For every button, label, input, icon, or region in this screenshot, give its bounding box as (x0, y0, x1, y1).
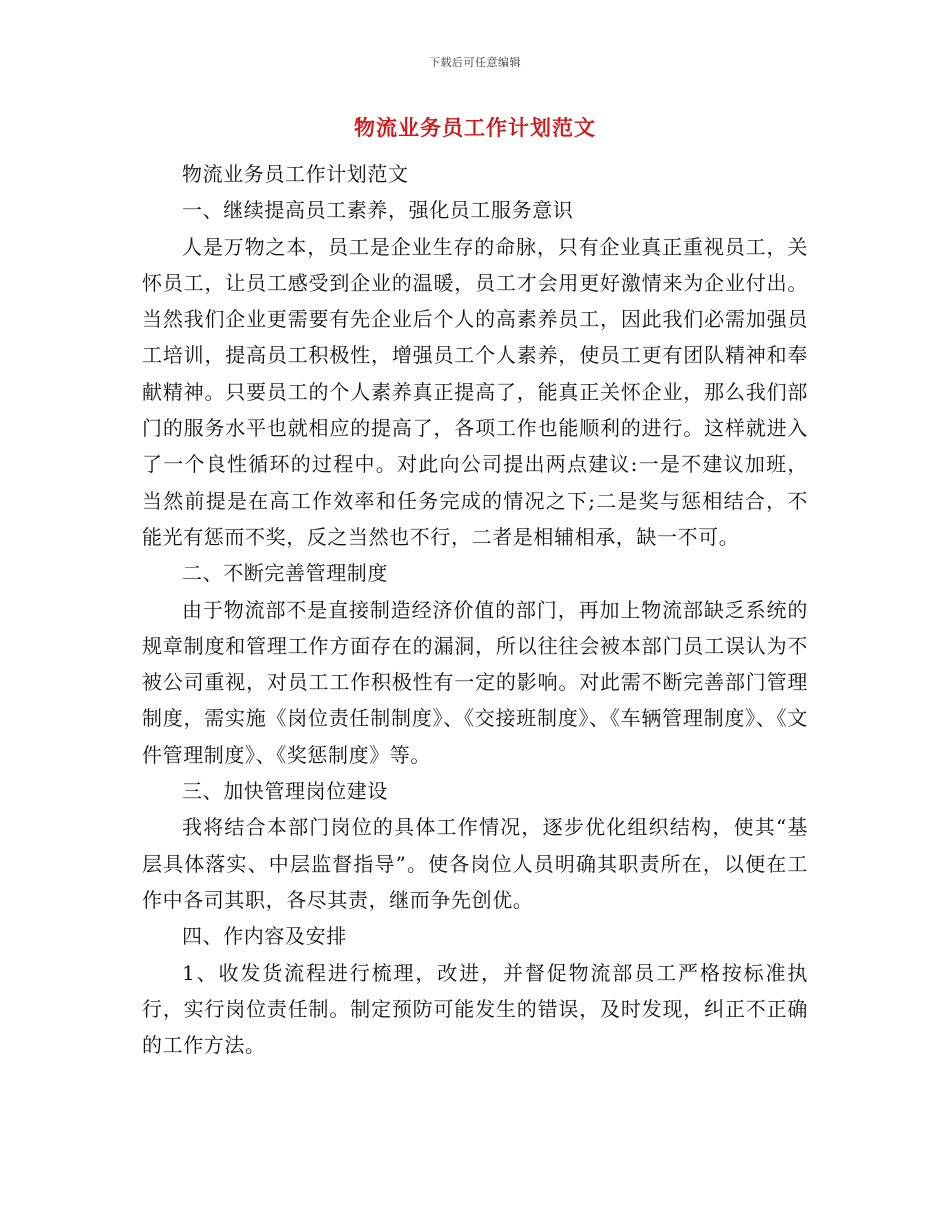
document-body (142, 156, 808, 1063)
paragraph-section-1: 人是万物之本，员工是企业生存的命脉，只有企业真正重视员工，关怀员工，让员工感受到企业的温暖，员工才会用更好激情来为企业付出。当然我们企业更需要有先企业后个人的高素养员工，因此我们必需加强员工培训，提高员工积极性，增强员工个人素养，使员工更有团队精神和奉献精神。只要员工的个人素养真正提高了，能真正关怀企业，那么我们部门的服务水平也就相应的提高了，各项工作也能顺利的进行。这样就进入了一个良性循环的过程中。对此向公司提出两点建议:一是不建议加班，当然前提是在高工作效率和任务完成的情况之下;二是奖与惩相结合，不能光有惩而不奖，反之当然也不行，二者是相辅相承，缺一不可。 (142, 234, 808, 549)
section-heading-2: 二、不断完善管理制度 (182, 561, 388, 586)
document-title: 物流业务员工作计划范文 (354, 115, 596, 140)
paragraph-section-4-item-1: 1、收发货流程进行梳理，改进，并督促物流部员工严格按标准执行，实行岗位责任制。制定预防可能发生的错误，及时发现，纠正不正确的工作方法。 (142, 960, 808, 1058)
paragraph-section-3: 我将结合本部门岗位的具体工作情况，逐步优化组织结构，使其“基层具体落实、中层监督指导”。使各岗位人员明确其职责所在，以便在工作中各司其职，各尽其责，继而争先创优。 (142, 815, 808, 912)
paragraph-subtitle: 物流业务员工作计划范文 (182, 162, 409, 186)
section-heading-4: 四、作内容及安排 (182, 924, 347, 949)
paragraph-section-2: 由于物流部不是直接制造经济价值的部门，再加上物流部缺乏系统的规章制度和管理工作方面存在的漏洞，所以往往会被本部门员工误认为不被公司重视，对员工工作积极性有一定的影响。对此需不断完善部门管理制度，需实施《岗位责任制制度》、《交接班制度》、《车辆管理制度》、《文件管理制度》、《奖惩制度》等。 (142, 597, 808, 767)
section-heading-3: 三、加快管理岗位建设 (182, 779, 388, 804)
section-heading-1: 一、继续提高员工素养，强化员工服务意识 (182, 198, 574, 223)
page-header-note: 下载后可任意编辑 (429, 56, 521, 69)
